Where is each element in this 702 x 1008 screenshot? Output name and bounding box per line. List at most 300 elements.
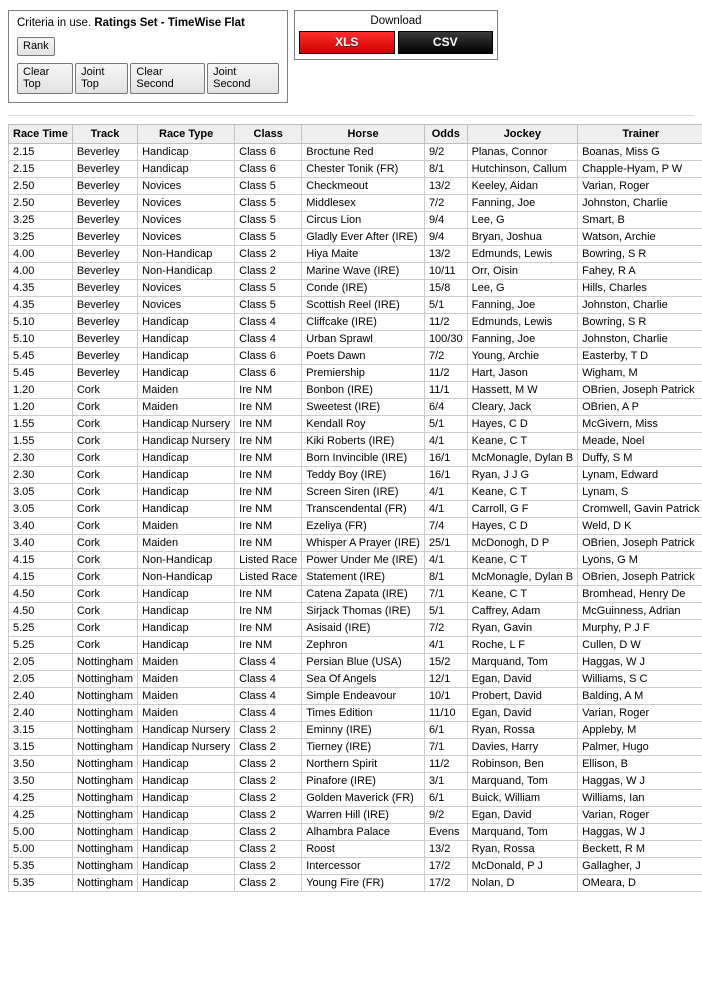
- jockey-link[interactable]: Keeley, Aidan: [471, 180, 539, 192]
- table-row: [9, 756, 702, 773]
- column-header-race-time[interactable]: Race Time: [9, 125, 73, 144]
- horse-link[interactable]: Northern Spirit: [306, 758, 378, 770]
- jockey-link[interactable]: Bryan, Joshua: [471, 231, 542, 243]
- download-xls-button[interactable]: XLS: [299, 31, 395, 54]
- cell-trainer[interactable]: [578, 620, 702, 637]
- cell-horse[interactable]: [302, 348, 425, 365]
- cell-jockey[interactable]: [467, 144, 578, 161]
- cell-jockey[interactable]: [467, 620, 578, 637]
- cell-trainer[interactable]: [578, 552, 702, 569]
- cell-horse[interactable]: [302, 603, 425, 620]
- cell-trainer[interactable]: [578, 501, 702, 518]
- horse-link[interactable]: Kiki Roberts (IRE): [306, 435, 395, 447]
- trainer-link[interactable]: Chapple-Hyam, P W: [582, 163, 683, 175]
- jockey-link[interactable]: Hayes, C D: [471, 418, 528, 430]
- cell-horse[interactable]: [302, 535, 425, 552]
- trainer-link[interactable]: Haggas, W J: [582, 775, 646, 787]
- cell-horse[interactable]: [302, 841, 425, 858]
- cell-horse[interactable]: [302, 773, 425, 790]
- cell-trainer[interactable]: [578, 569, 702, 586]
- cell-trainer[interactable]: [578, 399, 702, 416]
- cell-trainer[interactable]: [578, 518, 702, 535]
- cell-horse[interactable]: [302, 144, 425, 161]
- cell-horse[interactable]: [302, 790, 425, 807]
- cell-jockey[interactable]: [467, 671, 578, 688]
- cell-trainer[interactable]: [578, 773, 702, 790]
- jockey-link[interactable]: Marquand, Tom: [471, 826, 548, 838]
- cell-trainer[interactable]: [578, 535, 702, 552]
- cell-jockey[interactable]: [467, 416, 578, 433]
- trainer-link[interactable]: Lyons, G M: [582, 554, 638, 566]
- horse-link[interactable]: Circus Lion: [306, 214, 362, 226]
- jockey-link[interactable]: Egan, David: [471, 809, 532, 821]
- trainer-link[interactable]: McGivern, Miss: [582, 418, 658, 430]
- jockey-link[interactable]: Planas, Connor: [471, 146, 548, 158]
- trainer-link[interactable]: Johnston, Charlie: [582, 333, 668, 345]
- horse-link[interactable]: Hiya Maite: [306, 248, 359, 260]
- cell-jockey[interactable]: [467, 722, 578, 739]
- cell-horse[interactable]: [302, 739, 425, 756]
- jockey-link[interactable]: Marquand, Tom: [471, 656, 548, 668]
- horse-link[interactable]: Statement (IRE): [306, 571, 386, 583]
- cell-trainer[interactable]: [578, 756, 702, 773]
- column-header-horse[interactable]: Horse: [302, 125, 425, 144]
- column-header-trainer[interactable]: Trainer: [578, 125, 702, 144]
- cell-track: Nottingham: [72, 756, 137, 773]
- cell-odds: 16/1: [424, 467, 467, 484]
- trainer-link[interactable]: Beckett, R M: [582, 843, 646, 855]
- cell-trainer[interactable]: [578, 858, 702, 875]
- jockey-link[interactable]: Edmunds, Lewis: [471, 248, 553, 260]
- cell-trainer[interactable]: [578, 263, 702, 280]
- cell-horse[interactable]: [302, 399, 425, 416]
- jockey-link[interactable]: Carroll, G F: [471, 503, 529, 515]
- jockey-link[interactable]: Hart, Jason: [471, 367, 528, 379]
- cell-jockey[interactable]: [467, 535, 578, 552]
- trainer-link[interactable]: Meade, Noel: [582, 435, 645, 447]
- cell-trainer[interactable]: [578, 875, 702, 892]
- cell-horse[interactable]: [302, 637, 425, 654]
- jockey-link[interactable]: Marquand, Tom: [471, 775, 548, 787]
- cell-jockey[interactable]: [467, 824, 578, 841]
- cell-track: Nottingham: [72, 671, 137, 688]
- cell-jockey[interactable]: [467, 790, 578, 807]
- cell-race-type: Handicap Nursery: [138, 722, 235, 739]
- cell-jockey[interactable]: [467, 161, 578, 178]
- horse-link[interactable]: Poets Dawn: [306, 350, 366, 362]
- cell-jockey[interactable]: [467, 314, 578, 331]
- clear-top-button[interactable]: Clear Top: [17, 63, 73, 94]
- horse-link[interactable]: Simple Endeavour: [306, 690, 397, 702]
- criteria-line: [17, 17, 279, 29]
- trainer-link[interactable]: Weld, D K: [582, 520, 632, 532]
- cell-horse[interactable]: [302, 824, 425, 841]
- jockey-link[interactable]: McMonagle, Dylan B: [471, 452, 574, 464]
- cell-track: Cork: [72, 501, 137, 518]
- cell-jockey[interactable]: [467, 688, 578, 705]
- cell-trainer[interactable]: [578, 790, 702, 807]
- horse-link[interactable]: Chester Tonik (FR): [306, 163, 399, 175]
- cell-trainer[interactable]: [578, 280, 702, 297]
- column-header-class[interactable]: Class: [235, 125, 302, 144]
- trainer-link[interactable]: Hills, Charles: [582, 282, 647, 294]
- cell-trainer[interactable]: [578, 229, 702, 246]
- jockey-link[interactable]: Ryan, Rossa: [471, 724, 535, 736]
- cell-trainer[interactable]: [578, 841, 702, 858]
- horse-link[interactable]: Teddy Boy (IRE): [306, 469, 387, 481]
- cell-odds: 15/8: [424, 280, 467, 297]
- cell-jockey[interactable]: [467, 858, 578, 875]
- jockey-link[interactable]: Robinson, Ben: [471, 758, 544, 770]
- jockey-link[interactable]: Probert, David: [471, 690, 542, 702]
- cell-trainer[interactable]: [578, 433, 702, 450]
- cell-jockey[interactable]: [467, 331, 578, 348]
- horse-link[interactable]: Sweetest (IRE): [306, 401, 381, 413]
- cell-race-time: 4.15: [9, 552, 73, 569]
- cell-trainer[interactable]: [578, 297, 702, 314]
- joint-second-button[interactable]: Joint Second: [207, 63, 279, 94]
- trainer-link[interactable]: Murphy, P J F: [582, 622, 650, 634]
- column-header-odds[interactable]: Odds: [424, 125, 467, 144]
- cell-horse[interactable]: [302, 212, 425, 229]
- horse-link[interactable]: Warren Hill (IRE): [306, 809, 389, 821]
- horse-link[interactable]: Catena Zapata (IRE): [306, 588, 408, 600]
- horse-link[interactable]: Transcendental (FR): [306, 503, 407, 515]
- cell-horse[interactable]: [302, 654, 425, 671]
- cell-trainer[interactable]: [578, 178, 702, 195]
- cell-horse[interactable]: [302, 161, 425, 178]
- cell-odds: 10/1: [424, 688, 467, 705]
- trainer-link[interactable]: Johnston, Charlie: [582, 197, 668, 209]
- cell-jockey[interactable]: [467, 195, 578, 212]
- cell-jockey[interactable]: [467, 773, 578, 790]
- horse-link[interactable]: Intercessor: [306, 860, 361, 872]
- cell-trainer[interactable]: [578, 450, 702, 467]
- horse-link[interactable]: Scottish Reel (IRE): [306, 299, 400, 311]
- horse-link[interactable]: Sirjack Thomas (IRE): [306, 605, 411, 617]
- horse-link[interactable]: Urban Sprawl: [306, 333, 373, 345]
- cell-horse[interactable]: [302, 467, 425, 484]
- horse-link[interactable]: Zephron: [306, 639, 348, 651]
- trainer-link[interactable]: OBrien, Joseph Patrick: [582, 537, 695, 549]
- trainer-link[interactable]: Cromwell, Gavin Patrick: [582, 503, 700, 515]
- trainer-link[interactable]: Johnston, Charlie: [582, 299, 668, 311]
- cell-horse[interactable]: [302, 586, 425, 603]
- horse-link[interactable]: Golden Maverick (FR): [306, 792, 414, 804]
- cell-jockey[interactable]: [467, 246, 578, 263]
- jockey-link[interactable]: Fanning, Joe: [471, 197, 536, 209]
- jockey-link[interactable]: Keane, C T: [471, 486, 528, 498]
- horse-link[interactable]: Cliffcake (IRE): [306, 316, 377, 328]
- jockey-link[interactable]: Roche, L F: [471, 639, 525, 651]
- cell-horse[interactable]: [302, 280, 425, 297]
- horse-link[interactable]: Gladly Ever After (IRE): [306, 231, 418, 243]
- trainer-link[interactable]: Boanas, Miss G: [582, 146, 660, 158]
- cell-jockey[interactable]: [467, 756, 578, 773]
- cell-trainer[interactable]: [578, 688, 702, 705]
- trainer-link[interactable]: Varian, Roger: [582, 809, 650, 821]
- cell-track: Nottingham: [72, 824, 137, 841]
- trainer-link[interactable]: OMeara, D: [582, 877, 636, 889]
- cell-trainer[interactable]: [578, 671, 702, 688]
- cell-jockey[interactable]: [467, 484, 578, 501]
- jockey-link[interactable]: Keane, C T: [471, 435, 528, 447]
- jockey-link[interactable]: Davies, Harry: [471, 741, 539, 753]
- cell-trainer[interactable]: [578, 603, 702, 620]
- cell-horse[interactable]: [302, 688, 425, 705]
- horse-link[interactable]: Ezeliya (FR): [306, 520, 367, 532]
- horse-link[interactable]: Pinafore (IRE): [306, 775, 376, 787]
- cell-race-type: Handicap: [138, 807, 235, 824]
- jockey-link[interactable]: McDonald, P J: [471, 860, 543, 872]
- horse-link[interactable]: Bonbon (IRE): [306, 384, 373, 396]
- horse-link[interactable]: Young Fire (FR): [306, 877, 385, 889]
- horse-link[interactable]: Eminny (IRE): [306, 724, 372, 736]
- trainer-link[interactable]: Haggas, W J: [582, 656, 646, 668]
- cell-class: Class 5: [235, 178, 302, 195]
- cell-horse[interactable]: [302, 858, 425, 875]
- download-csv-button[interactable]: CSV: [398, 31, 494, 54]
- trainer-link[interactable]: Duffy, S M: [582, 452, 633, 464]
- trainer-link[interactable]: Palmer, Hugo: [582, 741, 649, 753]
- trainer-link[interactable]: Wigham, M: [582, 367, 638, 379]
- cell-horse[interactable]: [302, 195, 425, 212]
- trainer-link[interactable]: Appleby, M: [582, 724, 637, 736]
- trainer-link[interactable]: McGuinness, Adrian: [582, 605, 681, 617]
- cell-jockey[interactable]: [467, 399, 578, 416]
- cell-trainer[interactable]: [578, 807, 702, 824]
- cell-trainer[interactable]: [578, 144, 702, 161]
- cell-trainer[interactable]: [578, 195, 702, 212]
- cell-horse[interactable]: [302, 178, 425, 195]
- cell-jockey[interactable]: [467, 297, 578, 314]
- cell-class: Class 6: [235, 161, 302, 178]
- trainer-link[interactable]: Cullen, D W: [582, 639, 641, 651]
- jockey-link[interactable]: Keane, C T: [471, 588, 528, 600]
- cell-jockey[interactable]: [467, 382, 578, 399]
- cell-jockey[interactable]: [467, 807, 578, 824]
- trainer-link[interactable]: Varian, Roger: [582, 707, 650, 719]
- horse-link[interactable]: Conde (IRE): [306, 282, 368, 294]
- horse-link[interactable]: Checkmeout: [306, 180, 368, 192]
- rank-button[interactable]: Rank: [17, 37, 55, 56]
- cell-horse[interactable]: [302, 671, 425, 688]
- horse-link[interactable]: Asisaid (IRE): [306, 622, 371, 634]
- jockey-link[interactable]: Fanning, Joe: [471, 333, 536, 345]
- cell-trainer[interactable]: [578, 739, 702, 756]
- cell-jockey[interactable]: [467, 875, 578, 892]
- column-header-jockey[interactable]: Jockey: [467, 125, 578, 144]
- trainer-link[interactable]: Fahey, R A: [582, 265, 636, 277]
- cell-trainer[interactable]: [578, 365, 702, 382]
- cell-trainer[interactable]: [578, 331, 702, 348]
- trainer-link[interactable]: Bromhead, Henry De: [582, 588, 686, 600]
- jockey-link[interactable]: Caffrey, Adam: [471, 605, 541, 617]
- cell-trainer[interactable]: [578, 654, 702, 671]
- cell-jockey[interactable]: [467, 229, 578, 246]
- cell-horse[interactable]: [302, 569, 425, 586]
- jockey-link[interactable]: Fanning, Joe: [471, 299, 536, 311]
- cell-horse[interactable]: [302, 484, 425, 501]
- cell-track: Nottingham: [72, 790, 137, 807]
- cell-jockey[interactable]: [467, 348, 578, 365]
- trainer-link[interactable]: OBrien, A P: [582, 401, 639, 413]
- table-row: [9, 416, 702, 433]
- trainer-link[interactable]: OBrien, Joseph Patrick: [582, 571, 695, 583]
- column-header-race-type[interactable]: Race Type: [138, 125, 235, 144]
- cell-horse[interactable]: [302, 518, 425, 535]
- cell-jockey[interactable]: [467, 705, 578, 722]
- horse-link[interactable]: Middlesex: [306, 197, 356, 209]
- cell-trainer[interactable]: [578, 416, 702, 433]
- cell-jockey[interactable]: [467, 518, 578, 535]
- cell-jockey[interactable]: [467, 280, 578, 297]
- horse-link[interactable]: Roost: [306, 843, 335, 855]
- horse-link[interactable]: Premiership: [306, 367, 365, 379]
- cell-trainer[interactable]: [578, 314, 702, 331]
- cell-horse[interactable]: [302, 246, 425, 263]
- horse-link[interactable]: Whisper A Prayer (IRE): [306, 537, 420, 549]
- horse-link[interactable]: Sea Of Angels: [306, 673, 377, 685]
- joint-top-button[interactable]: Joint Top: [75, 63, 128, 94]
- cell-horse[interactable]: [302, 620, 425, 637]
- jockey-link[interactable]: Ryan, J J G: [471, 469, 530, 481]
- jockey-link[interactable]: Hassett, M W: [471, 384, 538, 396]
- clear-second-button[interactable]: Clear Second: [130, 63, 205, 94]
- horse-link[interactable]: Kendall Roy: [306, 418, 366, 430]
- trainer-link[interactable]: Smart, B: [582, 214, 625, 226]
- cell-trainer[interactable]: [578, 705, 702, 722]
- jockey-link[interactable]: McMonagle, Dylan B: [471, 571, 574, 583]
- cell-horse[interactable]: [302, 229, 425, 246]
- cell-horse[interactable]: [302, 331, 425, 348]
- cell-horse[interactable]: [302, 722, 425, 739]
- cell-horse[interactable]: [302, 705, 425, 722]
- trainer-link[interactable]: Ellison, B: [582, 758, 628, 770]
- cell-trainer[interactable]: [578, 382, 702, 399]
- cell-trainer[interactable]: [578, 161, 702, 178]
- cell-odds: 5/1: [424, 416, 467, 433]
- cell-jockey[interactable]: [467, 654, 578, 671]
- cell-jockey[interactable]: [467, 841, 578, 858]
- cell-jockey[interactable]: [467, 552, 578, 569]
- horse-link[interactable]: Broctune Red: [306, 146, 374, 158]
- jockey-link[interactable]: Orr, Oisin: [471, 265, 519, 277]
- cell-jockey[interactable]: [467, 739, 578, 756]
- cell-jockey[interactable]: [467, 586, 578, 603]
- cell-trainer[interactable]: [578, 586, 702, 603]
- trainer-link[interactable]: Varian, Roger: [582, 180, 650, 192]
- trainer-link[interactable]: Haggas, W J: [582, 826, 646, 838]
- jockey-link[interactable]: Lee, G: [471, 214, 505, 226]
- horse-link[interactable]: Tierney (IRE): [306, 741, 372, 753]
- jockey-link[interactable]: Ryan, Rossa: [471, 843, 535, 855]
- jockey-link[interactable]: Egan, David: [471, 673, 532, 685]
- horse-link[interactable]: Alhambra Palace: [306, 826, 391, 838]
- cell-horse[interactable]: [302, 297, 425, 314]
- cell-jockey[interactable]: [467, 637, 578, 654]
- cell-horse[interactable]: [302, 263, 425, 280]
- cell-horse[interactable]: [302, 552, 425, 569]
- jockey-link[interactable]: Buick, William: [471, 792, 541, 804]
- jockey-link[interactable]: Ryan, Gavin: [471, 622, 533, 634]
- horse-link[interactable]: Power Under Me (IRE): [306, 554, 418, 566]
- trainer-link[interactable]: Lynam, Edward: [582, 469, 659, 481]
- jockey-link[interactable]: Lee, G: [471, 282, 505, 294]
- jockey-link[interactable]: Cleary, Jack: [471, 401, 532, 413]
- cell-trainer[interactable]: [578, 484, 702, 501]
- cell-race-type: Handicap Nursery: [138, 433, 235, 450]
- cell-horse[interactable]: [302, 314, 425, 331]
- cell-jockey[interactable]: [467, 178, 578, 195]
- cell-horse[interactable]: [302, 382, 425, 399]
- cell-trainer[interactable]: [578, 467, 702, 484]
- cell-jockey[interactable]: [467, 569, 578, 586]
- cell-horse[interactable]: [302, 807, 425, 824]
- trainer-link[interactable]: Gallagher, J: [582, 860, 641, 872]
- cell-jockey[interactable]: [467, 433, 578, 450]
- cell-horse[interactable]: [302, 875, 425, 892]
- jockey-link[interactable]: Hayes, C D: [471, 520, 528, 532]
- cell-trainer[interactable]: [578, 212, 702, 229]
- cell-horse[interactable]: [302, 450, 425, 467]
- trainer-link[interactable]: Bowring, S R: [582, 248, 647, 260]
- horse-link[interactable]: Born Invincible (IRE): [306, 452, 408, 464]
- trainer-link[interactable]: Watson, Archie: [582, 231, 656, 243]
- jockey-link[interactable]: Egan, David: [471, 707, 532, 719]
- trainer-link[interactable]: Williams, Ian: [582, 792, 645, 804]
- cell-track: Beverley: [72, 314, 137, 331]
- trainer-link[interactable]: Lynam, S: [582, 486, 629, 498]
- cell-horse[interactable]: [302, 416, 425, 433]
- jockey-link[interactable]: Hutchinson, Callum: [471, 163, 567, 175]
- horse-link[interactable]: Times Edition: [306, 707, 373, 719]
- jockey-link[interactable]: Keane, C T: [471, 554, 528, 566]
- cell-horse[interactable]: [302, 756, 425, 773]
- trainer-link[interactable]: Easterby, T D: [582, 350, 649, 362]
- cell-jockey[interactable]: [467, 365, 578, 382]
- horse-link[interactable]: Screen Siren (IRE): [306, 486, 399, 498]
- cell-trainer[interactable]: [578, 637, 702, 654]
- cell-jockey[interactable]: [467, 212, 578, 229]
- cell-horse[interactable]: [302, 501, 425, 518]
- cell-horse[interactable]: [302, 365, 425, 382]
- horse-link[interactable]: Persian Blue (USA): [306, 656, 402, 668]
- jockey-link[interactable]: Nolan, D: [471, 877, 515, 889]
- cell-trainer[interactable]: [578, 246, 702, 263]
- jockey-link[interactable]: McDonogh, D P: [471, 537, 550, 549]
- column-header-track[interactable]: Track: [72, 125, 137, 144]
- trainer-link[interactable]: Balding, A M: [582, 690, 644, 702]
- cell-jockey[interactable]: [467, 603, 578, 620]
- cell-jockey[interactable]: [467, 467, 578, 484]
- cell-horse[interactable]: [302, 433, 425, 450]
- cell-class: Ire NM: [235, 484, 302, 501]
- cell-jockey[interactable]: [467, 450, 578, 467]
- jockey-link[interactable]: Edmunds, Lewis: [471, 316, 553, 328]
- trainer-link[interactable]: Bowring, S R: [582, 316, 647, 328]
- cell-trainer[interactable]: [578, 722, 702, 739]
- trainer-link[interactable]: Williams, S C: [582, 673, 648, 685]
- jockey-link[interactable]: Young, Archie: [471, 350, 540, 362]
- cell-jockey[interactable]: [467, 501, 578, 518]
- cell-trainer[interactable]: [578, 824, 702, 841]
- cell-trainer[interactable]: [578, 348, 702, 365]
- trainer-link[interactable]: OBrien, Joseph Patrick: [582, 384, 695, 396]
- horse-link[interactable]: Marine Wave (IRE): [306, 265, 400, 277]
- cell-jockey[interactable]: [467, 263, 578, 280]
- cell-track: Cork: [72, 535, 137, 552]
